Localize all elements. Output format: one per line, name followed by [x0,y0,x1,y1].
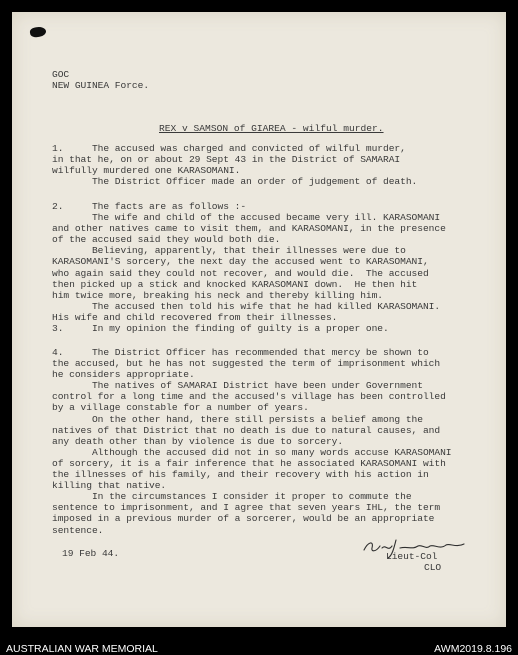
addressee-line-2: NEW GUINEA Force. [52,80,150,91]
paragraph-2: 2. The facts are as follows :- The wife and child of the accused became very ill. KARASOMANI and other natives came to visit them, and KARASOMANI, in the presence of the accused said they would both die. Believing, apparently, that their illnesses were due to KARASOMANI'S sorcery, the next day the accused went to KARASOMANI, who again said they could not recover, and would die. The accused then picked up a stick and knocked KARASOMANI down. He then hit him twice more, breaking his neck and thereby killing him. The accused then told his wife that he had killed KARASOMANI. His wife and child recovered from their illnesses. [52,201,446,323]
signatory-title: CLO [424,562,442,573]
footer-institution: AUSTRALIAN WAR MEMORIAL [6,643,158,655]
paragraph-3: 3. In my opinion the finding of guilty is a proper one. [52,323,389,334]
footer-accession-number: AWM2019.8.196 [434,643,512,655]
document-date: 19 Feb 44. [62,548,120,559]
punch-hole [29,26,46,39]
document-page [12,12,506,627]
paragraph-4: 4. The District Officer has recommended that mercy be shown to the accused, but he has not suggested the term of imprisonment which he considers appropriate. The natives of SAMARAI District have been under Government control for a long time and the accused's village has been controlled by a village constable for a number of years. On the other hand, there still persists a belief among the natives of that District that no death is due to natural causes, and any death other than by violence is due to sorcery. Although the accused did not in so many words accuse KARASOMANI of sorcery, it is a fair inference that he associated KARASOMANI with the illnesses of his family, and their recovery with his action in killing that native. In the circumstances I consider it proper to commute the sentence to imprisonment, and I agree that seven years IHL, the term imposed in a previous murder of a sorcerer, would be an appropriate sentence. [52,347,452,536]
paragraph-1: 1. The accused was charged and convicted of wilful murder, in that he, on or about 29 Sept 43 in the District of SAMARAI wilfully murdered one KARASOMANI. The District Officer made an order of judgement of death. [52,143,418,188]
document-title: REX v SAMSON of GIAREA - wilful murder. [159,123,384,134]
signatory-rank: Lieut-Col [386,551,438,562]
footer-bar [0,627,518,653]
addressee-line-1: GOC [52,69,70,80]
